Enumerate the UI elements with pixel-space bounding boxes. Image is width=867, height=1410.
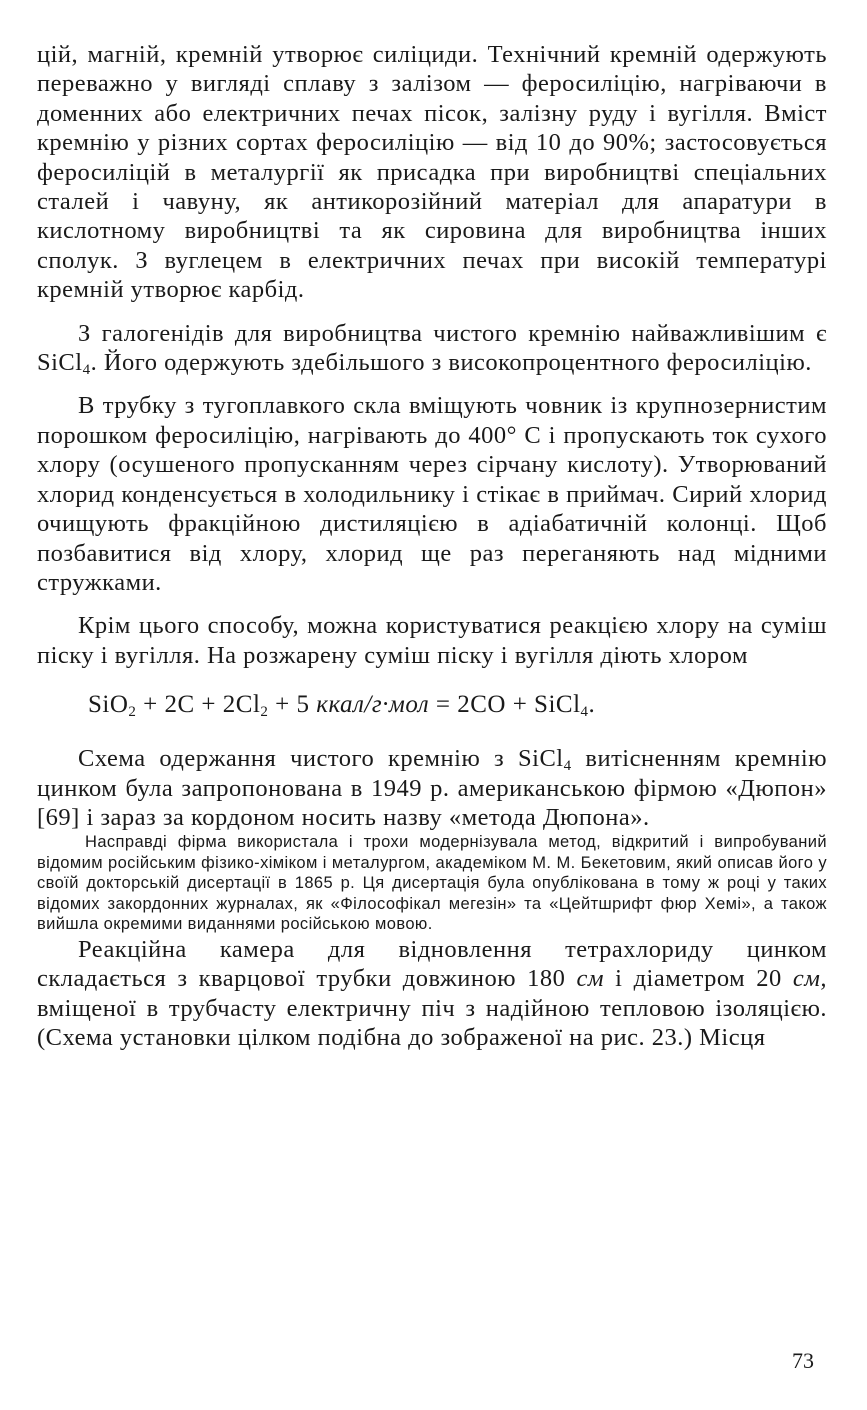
- footnote-block: Насправді фірма використала і трохи модернізувала метод, відкритий і випробуваний відомим російським фізико-хіміком і металургом, академіком М. М. Бекетовим, який описав його у своїй докторській дисертації в 1865 р. Ця дисертація була опублікована в тому ж році у таких відомих закордонних журналах, як «Філософікал мегезін» та «Цейтшрифт фюр Хемі», а також вийшла окремими виданнями російською мовою.: [37, 833, 827, 934]
- paragraph-2: З галогенідів для виробництва чистого кремнію найважливішим є SiCl$_4$. Його одержують здебільшого з високопроцентного феросиліцію.: [37, 319, 827, 379]
- page-number: 73: [792, 1348, 814, 1373]
- main-text: [37, 40, 827, 1052]
- paragraph-3: В трубку з тугоплавкого скла вміщують човник із крупнозернистим порошком феросиліцію, нагрівають до 400° С і пропускають ток сухого хлору (осушеного пропусканням через сірчану кислоту). Утворюваний хлорид конденсується в холодильнику і стікає в приймач. Сирий хлорид очищують фракційною дистиляцією в адіабатичній колонці. Щоб позбавитися від хлору, хлорид ще раз переганяють над мідними стружками.: [37, 392, 827, 596]
- reaction-formula: $SiO_2 + 2C + 2Cl_2 + 5$ ккал/г·мол = 2CO + SiCl$_4$.: [88, 691, 596, 721]
- formula-unit: ккал/г·мол: [316, 691, 430, 719]
- paragraph-5: Схема одержання чистого кремнію з SiCl$_4$ витісненням кремнію цинком була запропонована в 1949 р. американською фірмою «Дюпон» [69] і зараз за кордоном носить назву «метода Дюпона».: [37, 745, 827, 831]
- paragraph-4: Крім цього способу, можна користуватися реакцією хлору на суміш піску і вугілля. На розжарену суміш піску і вугілля діють хлором: [37, 612, 827, 669]
- paragraph-1: цій, магній, кремній утворює силіциди. Технічний кремній одержують переважно у вигляді сплаву з залізом — феросиліцію, нагріваючи в доменних або електричних печах пісок, залізну руду і вугілля. Вміст кремнію у різних сортах феросиліцію — від 10 до 90%; застосовується феросиліцій в металургії як присадка при виробництві спеціальних сталей і чавуну, як антикорозійний матеріал для апаратури в кислотному виробництві та як сировина для виробництва інших сполук. З вуглецем в електричних печах при високій температурі кремній утворює карбід.: [37, 41, 827, 304]
- paragraph-6: Реакційна камера для відновлення тетрахлориду цинком складається з кварцової трубки довжиною 180 см і діаметром 20 см, вміщеної в трубчасту електричну піч з надійною тепловою ізоляцією. (Схема установки цілком подібна до зображеної на рис. 23.) Місця: [37, 935, 828, 1052]
